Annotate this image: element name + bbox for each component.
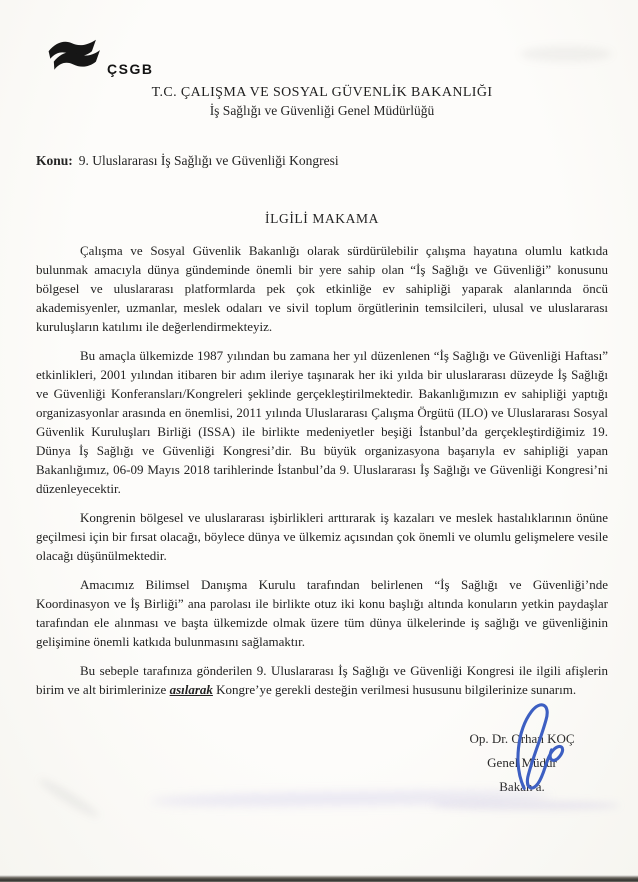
csgb-logo: [44, 36, 153, 78]
signatory-title: Genel Müdür: [487, 755, 557, 770]
department-subtitle: İş Sağlığı ve Güvenliği Genel Müdürlüğü: [209, 103, 435, 118]
signatory-on-behalf: Bakan a.: [499, 779, 545, 794]
body-paragraph-4: Amacımız Bilimsel Danışma Kurulu tarafından belirlenen “İş Sağlığı ve Güvenliği’nde Koordinasyon ve İş Birliği” ana parolası ile birlikte otuz iki konu başlığı altında konuların yetkin paydaşlar tarafından ele alınması ve başta ülkemizde olmak üzere tüm dünya ülkelerinde iş sağlığı ve güvenliğinin gelişimine önemli katkıda bulunmasını sağlamaktır.: [36, 577, 608, 649]
scan-artifact-smudge: [520, 46, 612, 62]
letter-content: [36, 84, 608, 699]
scan-artifact-smudge: [37, 775, 102, 821]
paragraph-5-text-before: Bu sebeple tarafınıza gönderilen 9. Uluslararası İş Sağlığı ve Güvenliği Kongresi ile ilgili afişlerin birim ve alt birimlerinize: [36, 663, 608, 697]
subject-line: [36, 151, 608, 170]
ministry-title: T.C. ÇALIŞMA VE SOSYAL GÜVENLİK BAKANLIĞI: [151, 85, 493, 100]
subject-label: Konu:: [36, 153, 73, 168]
salutation: İLGİLİ MAKAMA: [265, 211, 379, 226]
scan-edge-bar: [0, 875, 638, 882]
signatory-name: Op. Dr. Orhan KOÇ: [469, 731, 575, 746]
paragraph-5-emphasis: asılarak: [169, 682, 213, 697]
scan-artifact-smudge: [430, 801, 620, 810]
body-paragraph-2: Bu amaçla ülkemizde 1987 yılından bu zamana her yıl düzenlenen “İş Sağlığı ve Güvenliği Haftası” etkinlikleri, 2001 yılından itibaren bir adım ileriye taşınarak her iki yılda bir uluslararası düzeyde İş Sağlığı ve Güvenliği Konferansları/Kongreleri şeklinde gerçekleştirilmektedir. Bakanlığımızın ev sahipliği yaptığı organizasyonlar arasında en önemlisi, 2011 yılında Uluslararası Çalışma Örgütü (ILO) ve Uluslararası Sosyal Güvenlik Kuruluşları Birliği (ISSA) ile birlikte medeniyetler beşiği İstanbul’da gerçekleştirdiğimiz 19. Dünya İş Sağlığı ve Güvenliği Kongresi’dir. Bu büyük organizasyona başarıyla ev sahipliği yapan Bakanlığımız, 06-09 Mayıs 2018 tarihlerinde İstanbul’da 9. Uluslararası İş Sağlığı ve Güvenliği Kongresi’ni düzenleyecektir.: [36, 348, 608, 496]
handwritten-signature: [504, 696, 568, 802]
body-paragraph-5: [36, 661, 608, 699]
body-paragraph-3: Kongrenin bölgesel ve uluslararası işbirlikleri arttırarak iş kazaları ve meslek hastalıklarının önüne geçilmesi için bir fırsat olacağı, böylece dünya ve ülkemiz açısından çok önemli ve olumlu gelişmelere vesile olacağı düşünülmektedir.: [36, 510, 608, 563]
subject-text: 9. Uluslararası İş Sağlığı ve Güvenliği Kongresi: [78, 153, 339, 168]
csgb-logo-text: ÇSGB: [107, 61, 154, 77]
paragraph-5-text-after: Kongre’ye gerekli desteğin verilmesi hususunu bilgilerinize sunarım.: [212, 682, 577, 697]
csgb-swoosh-icon: [44, 36, 104, 78]
body-paragraph-1: Çalışma ve Sosyal Güvenlik Bakanlığı olarak sürdürülebilir çalışma hayatına olumlu katkıda bulunmak amacıyla dünya gündeminde önemli bir yere sahip olan “İş Sağlığı ve Güvenliği” konusunu bölgesel ve uluslararası platformlarda pek çok etkinliğe ev sahipliği yaparak alanlarında öncü akademisyenler, uzmanlar, meslek odaları ve sivil toplum örgütlerinin temsilcileri, ulusal ve uluslararası kuruluşların katılımı ile değerlendirmekteyiz.: [36, 243, 608, 334]
